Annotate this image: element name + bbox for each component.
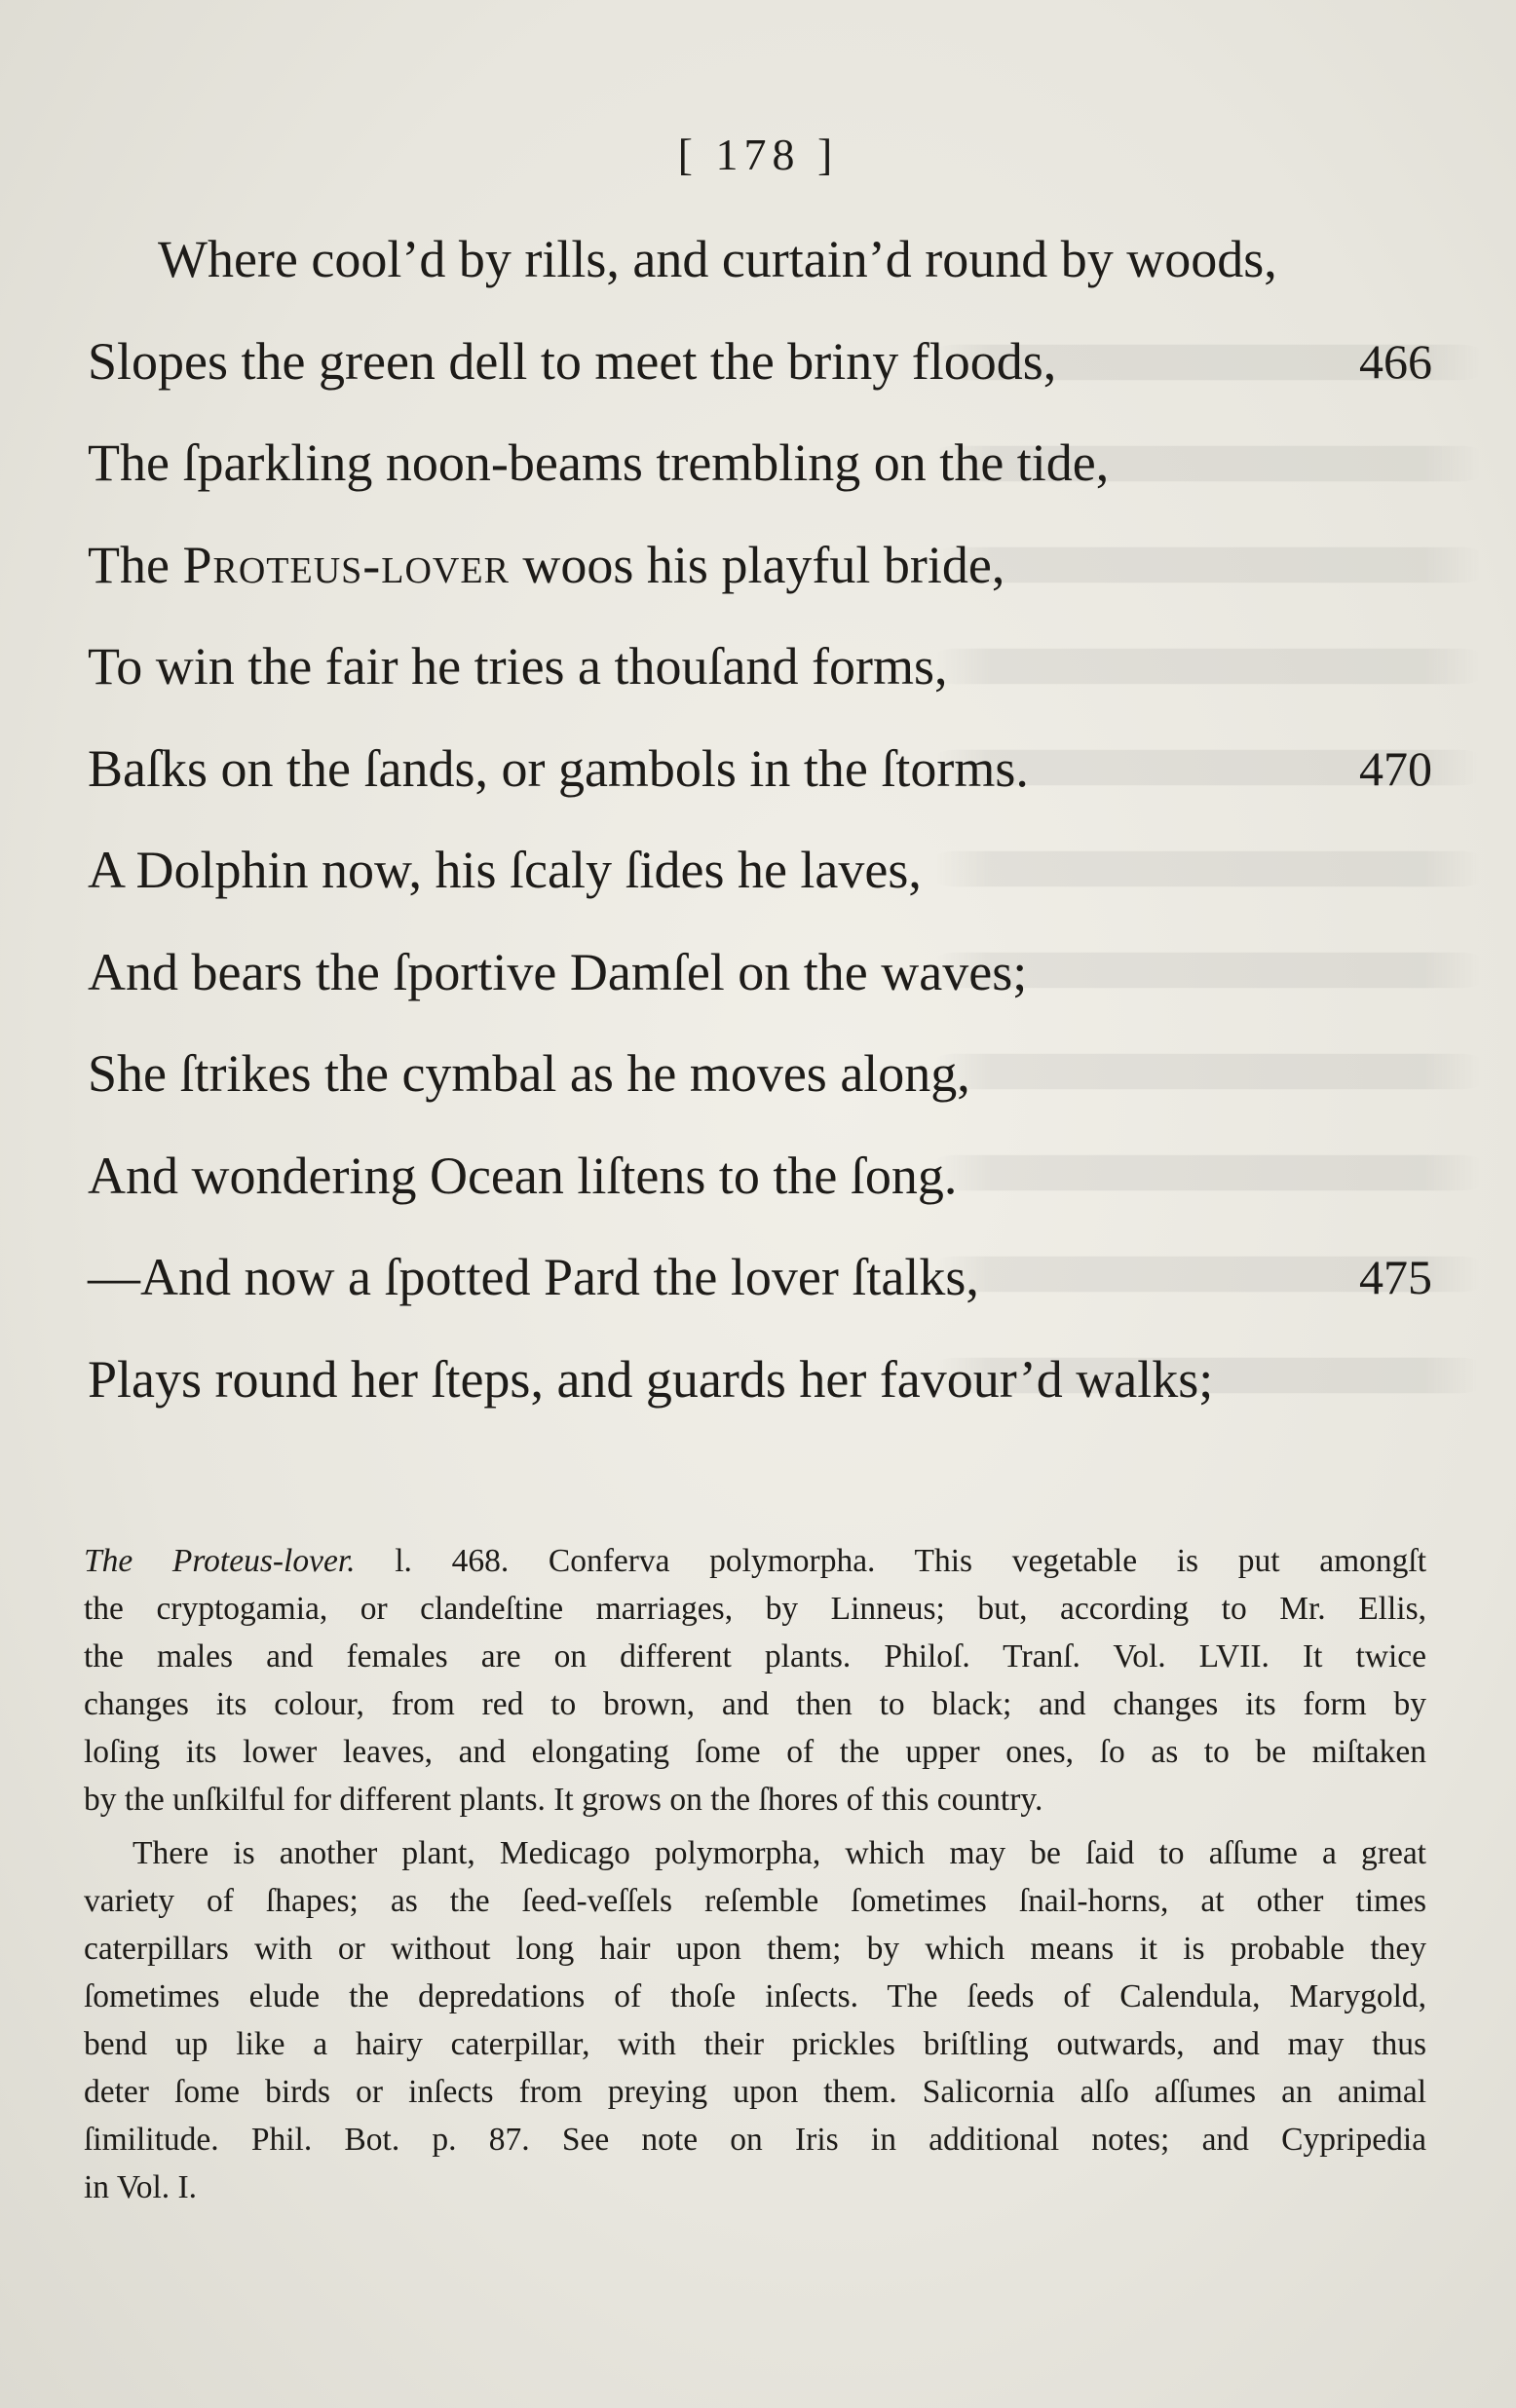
- line-number: 470: [1359, 740, 1432, 796]
- verse-text: The ſparkling noon-beams trembling on the tide,: [88, 433, 1110, 492]
- footnote-line: ſimilitude. Phil. Bot. p. 87. See note on Iris in additional notes; and Cypripedia: [84, 2122, 1426, 2158]
- verse-text: And bears the ſportive Damſel on the waves;: [88, 942, 1028, 1001]
- verse-text: The Proteus-lover woos his playful bride,: [88, 535, 1005, 594]
- verse-text: Where cool’d by rills, and curtain’d round by woods,: [158, 230, 1277, 288]
- verse-text: To win the fair he tries a thouſand forms,: [88, 637, 948, 696]
- footnote-line: ſometimes elude the depredations of thoſe inſects. The ſeeds of Calendula, Marygold,: [84, 1978, 1426, 2014]
- verse-line: [88, 1137, 1432, 1239]
- page-number: [ 178 ]: [677, 130, 839, 179]
- poem-verse-block: [88, 220, 1432, 1442]
- verse-line: [88, 627, 1432, 730]
- footnote-line: There is another plant, Medicago polymorpha, which may be ſaid to aſſume a great: [133, 1835, 1426, 1871]
- footnote-proteus-lover: [84, 1537, 1426, 1824]
- line-number: 466: [1359, 333, 1432, 389]
- verse-text: She ſtrikes the cymbal as he moves along,: [88, 1044, 970, 1103]
- line-number: 475: [1359, 1250, 1432, 1304]
- footnote-line: changes its colour, from red to brown, and then to black; and changes its form by: [84, 1686, 1426, 1722]
- footnote-line: by the unſkilful for different plants. It grows on the ſhores of this country.: [84, 1782, 1043, 1818]
- verse-line: [88, 831, 1432, 933]
- verse-line: [88, 730, 1432, 832]
- footnote-line: deter ſome birds or inſects from preying upon them. Salicornia alſo aſſumes an animal: [84, 2074, 1426, 2110]
- verse-text: Plays round her ſteps, and guards her favour’d walks;: [88, 1349, 1214, 1409]
- footnote-line: The Proteus-lover. l. 468. Conferva polymorpha. This vegetable is put amongſt: [84, 1543, 1427, 1579]
- verse-line: [88, 1035, 1432, 1137]
- footnote-line: variety of ſhapes; as the ſeed-veſſels reſemble ſometimes ſnail-horns, at other times: [84, 1883, 1426, 1919]
- verse-text: Slopes the green dell to meet the briny floods,: [88, 331, 1057, 391]
- footnote-medicago: [84, 1829, 1426, 2211]
- footnote-line: caterpillars with or without long hair upon them; by which means it is probable they: [84, 1931, 1426, 1967]
- verse-text: Baſks on the ſands, or gambols in the ſtorms.: [88, 738, 1029, 798]
- verse-text: —And now a ſpotted Pard the lover ſtalks,: [88, 1248, 979, 1306]
- verse-line: [88, 220, 1432, 322]
- footnotes: [84, 1537, 1426, 2217]
- verse-line: [88, 933, 1432, 1035]
- footnote-line: the cryptogamia, or clandeſtine marriages, by Linneus; but, according to Mr. Ellis,: [84, 1591, 1426, 1627]
- footnote-line: in Vol. I.: [84, 2169, 198, 2205]
- footnote-lead: The Proteus-lover.: [84, 1543, 356, 1579]
- verse-line: [88, 1238, 1432, 1340]
- verse-line: [88, 322, 1432, 425]
- verse-line: [88, 424, 1432, 526]
- footnote-line: loſing its lower leaves, and elongating ſome of the upper ones, ſo as to be miſtaken: [84, 1734, 1426, 1770]
- verse-line: [88, 1340, 1432, 1443]
- footnote-line: the males and females are on different plants. Philoſ. Tranſ. Vol. LVII. It twice: [84, 1638, 1426, 1674]
- verse-text: And wondering Ocean liſtens to the ſong.: [88, 1146, 958, 1205]
- verse-line: [88, 526, 1432, 628]
- verse-text: A Dolphin now, his ſcaly ſides he laves,: [88, 841, 922, 899]
- small-caps-name: Proteus-lover: [182, 535, 510, 594]
- footnote-line: bend up like a hairy caterpillar, with their prickles briſtling outwards, and may thus: [84, 2026, 1426, 2062]
